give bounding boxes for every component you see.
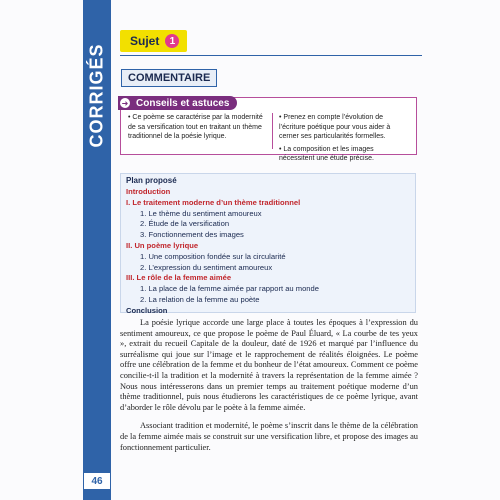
conseils-right-column — [279, 113, 407, 167]
plan-title: Plan proposé — [126, 176, 177, 185]
conseils-divider — [272, 113, 273, 149]
side-label-text: CORRIGÉS — [86, 42, 107, 148]
plan-item: 1. La place de la femme aimée par rapport au monde — [140, 284, 319, 294]
conseils-left-item: • Ce poème se caractérise par la modernité de sa versification tout en traitant un thème traditionnel de la poésie lyrique. — [128, 114, 263, 140]
page-number: 46 — [83, 472, 111, 490]
sujet-label: Sujet — [130, 34, 160, 48]
plan-item: Conclusion — [126, 305, 168, 315]
sujet-badge — [120, 30, 187, 52]
plan-list — [126, 187, 414, 317]
plan-item: III. Le rôle de la femme aimée — [126, 273, 232, 283]
plan-item: II. Un poème lyrique — [126, 240, 199, 250]
body-paragraph: La poésie lyrique accorde une large place à toutes les époques à l’expression du sentiment amoureux, ce que propose le poème de Paul Éluard, « La courbe de tes yeux », extrait du recueil Capitale de la douleur, daté de 1926 et marqué par l’influence du surréalisme qui joue sur l’image et le rapprochement de réalités éloignées. Le poème offre une célébration de la femme et du bonheur de l’état amoureux. Comment ce poème concilie-t-il la tradition et la modernité à travers la représentation de la femme aimée ? Nous nous intéresserons dans un premier temps au traitement poétique moderne d’un thème traditionnel, puis nous étudierons les caractéristiques de ce poème lyrique, avant d’aborder le rôle dévolu par le poète à la femme aimée. — [120, 318, 418, 412]
plan-item: 2. L’expression du sentiment amoureux — [140, 262, 273, 272]
sujet-rule — [120, 55, 422, 56]
commentaire-heading: COMMENTAIRE — [121, 69, 217, 87]
plan-item: Introduction — [126, 187, 171, 196]
plan-item: 1. Le thème du sentiment amoureux — [140, 208, 262, 218]
body-text — [120, 318, 418, 461]
side-label — [83, 40, 111, 150]
plan-item: 2. Étude de la versification — [140, 219, 230, 229]
conseils-left-column — [128, 113, 268, 145]
sujet-number: 1 — [165, 34, 179, 48]
plan-item: 3. Fonctionnement des images — [140, 230, 244, 240]
conseils-right-item: • Prenez en compte l’évolution de l’écriture poétique pour vous aider à cerner ses particularités formelles. — [279, 114, 391, 140]
plan-item: 2. La relation de la femme au poète — [140, 294, 260, 304]
plan-item: 1. Une composition fondée sur la circularité — [140, 251, 286, 261]
arrow-right-icon: ➜ — [121, 98, 129, 108]
conseils-right-item: • La composition et les images nécessitent une étude précise. — [279, 145, 374, 162]
body-paragraph: Associant tradition et modernité, le poème s’inscrit dans le thème de la célébration de la femme aimée mais se construit sur une versification libre, et propose des images au fonctionnement particulier. — [120, 421, 418, 452]
plan-item: I. Le traitement moderne d’un thème traditionnel — [126, 197, 301, 207]
conseils-title: Conseils et astuces — [118, 96, 237, 110]
